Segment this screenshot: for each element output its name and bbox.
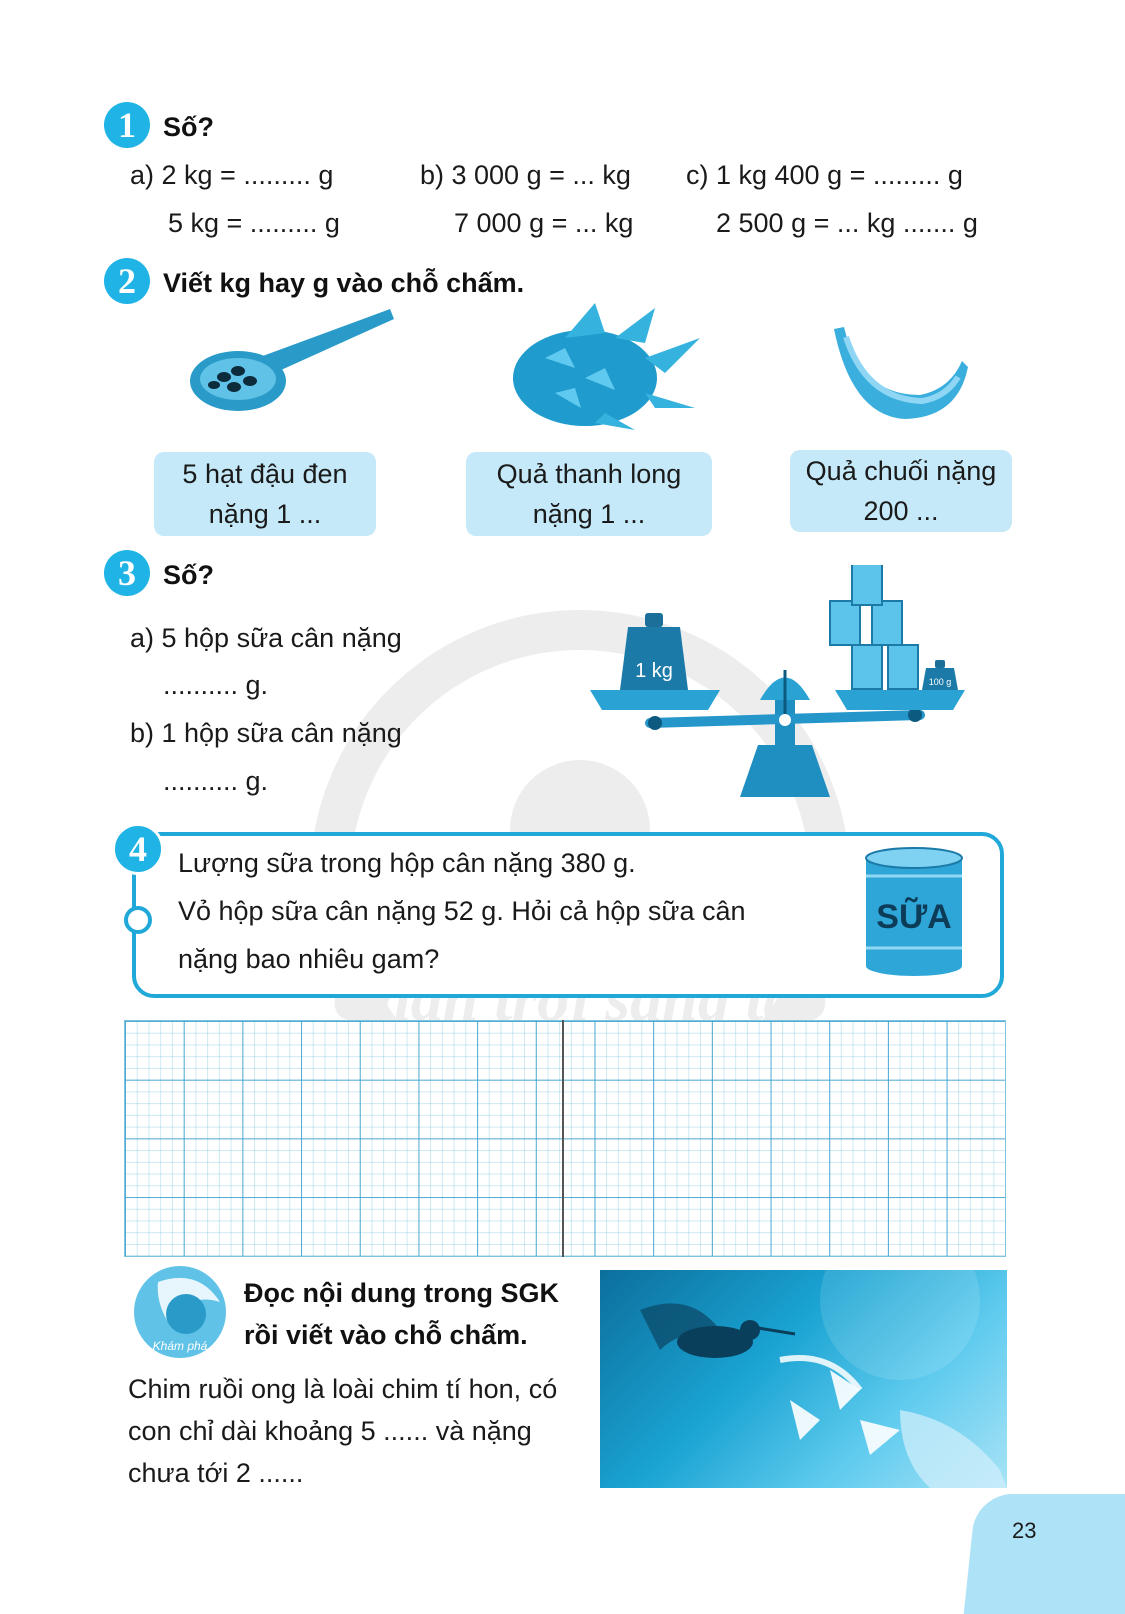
ex1-b-line1: b) 3 000 g = ... kg xyxy=(420,160,631,190)
explore-text-line1: Chim ruồi ong là loài chim tí hon, có xyxy=(128,1374,558,1404)
page-number: 23 xyxy=(1012,1518,1037,1543)
balance-scale-icon xyxy=(590,565,980,805)
dragon-fruit-icon xyxy=(505,298,705,433)
hummingbird-photo xyxy=(600,1270,1007,1488)
answer-grid-divider xyxy=(562,1020,564,1257)
ex4-line2: Vỏ hộp sữa cân nặng 52 g. Hỏi cả hộp sữa cân xyxy=(178,896,746,926)
explore-title-line1: Đọc nội dung trong SGK xyxy=(244,1278,559,1308)
banana-line2: 200 ... xyxy=(863,496,939,526)
explore-text-line3: chưa tới 2 ...... xyxy=(128,1458,304,1488)
ex3-b-line2: .......... g. xyxy=(163,766,269,796)
explore-title-line2: rồi viết vào chỗ chấm. xyxy=(244,1320,528,1350)
explore-badge-text: Khám phá xyxy=(152,1339,208,1353)
answer-box-beans xyxy=(154,452,376,536)
ex3-a-line2: .......... g. xyxy=(163,670,269,700)
beans-line1: 5 hạt đậu đen xyxy=(182,459,348,489)
exercise-2-badge: 2 xyxy=(104,258,150,304)
spoon-beans-icon xyxy=(190,305,400,415)
dragon-fruit-line2: nặng 1 ... xyxy=(532,499,646,529)
dragon-fruit-line1: Quả thanh long xyxy=(496,459,682,489)
ex3-b-line1: b) 1 hộp sữa cân nặng xyxy=(130,718,402,748)
banana-line1: Quả chuối nặng xyxy=(805,456,997,486)
hummingbird-icon xyxy=(600,1270,1007,1488)
weight-1kg-label: 1 kg xyxy=(635,660,673,682)
exercise-3-title: Số? xyxy=(163,560,214,590)
explore-text-line2: con chỉ dài khoảng 5 ...... và nặng xyxy=(128,1416,532,1446)
beans-line2: nặng 1 ... xyxy=(208,499,322,529)
ex4-line1: Lượng sữa trong hộp cân nặng 380 g. xyxy=(178,848,636,878)
page-corner xyxy=(964,1494,1125,1614)
answer-box-dragon-fruit xyxy=(466,452,712,536)
exercise-1-title: Số? xyxy=(163,112,214,142)
exercise-4-notch xyxy=(124,906,152,934)
ex1-c-line1: c) 1 kg 400 g = ......... g xyxy=(686,160,963,190)
exercise-2-title: Viết kg hay g vào chỗ chấm. xyxy=(163,268,525,298)
exercise-1-badge: 1 xyxy=(104,102,150,148)
milk-can-label: SỮA xyxy=(876,898,952,936)
ex1-a-line2: 5 kg = ......... g xyxy=(168,208,340,238)
milk-can-icon xyxy=(862,846,966,978)
explore-badge-icon xyxy=(128,1262,230,1362)
answer-box-banana xyxy=(790,450,1012,532)
watermark-text: Chân trời sáng tạo xyxy=(332,963,828,1034)
weight-100g-label: 100 g xyxy=(928,677,952,687)
ex1-b-line2: 7 000 g = ... kg xyxy=(454,208,634,238)
ex4-line3: nặng bao nhiêu gam? xyxy=(178,944,440,974)
banana-icon xyxy=(830,325,970,425)
ex1-c-line2: 2 500 g = ... kg ....... g xyxy=(716,208,978,238)
ex1-a-line1: a) 2 kg = ......... g xyxy=(130,160,334,190)
exercise-3-badge: 3 xyxy=(104,550,150,596)
exercise-4-badge: 4 xyxy=(112,823,164,875)
answer-grid[interactable] xyxy=(124,1020,1006,1257)
ex3-a-line1: a) 5 hộp sữa cân nặng xyxy=(130,623,402,653)
